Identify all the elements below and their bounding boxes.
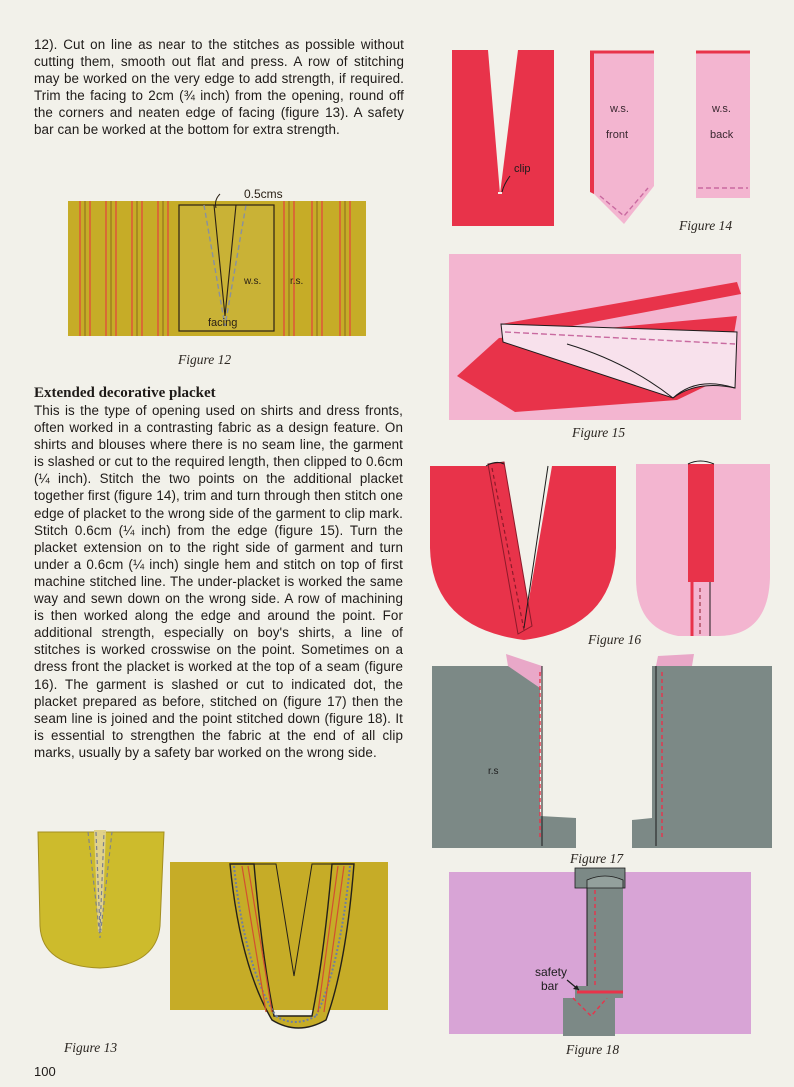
intro-paragraph xyxy=(34,36,404,139)
fig12-rs-label: r.s. xyxy=(290,276,304,287)
figure-14-illustration xyxy=(448,46,758,230)
figure-16-caption: Figure 16 xyxy=(588,632,642,647)
figure-18-caption: Figure 18 xyxy=(566,1042,620,1057)
page-number: 100 xyxy=(34,1064,56,1079)
figure-16-illustration xyxy=(428,458,774,644)
fig17-rs-label: r.s xyxy=(488,766,499,777)
figure-17-illustration xyxy=(430,650,776,852)
fig14-ws-back-label: w.s. xyxy=(712,103,731,115)
intro-paragraph-text: 12). Cut on line as near to the stitches as possible without cutting them, smooth out flat and press. A row of stitching may be worked on the very edge to add strength, if required. Trim the facing to 2cm (¾ inch) from the opening, round off the corners and neaten edge of facing (figure 13). A safety bar can be worked at the bottom for extra strength. xyxy=(34,37,404,138)
section-body xyxy=(34,402,403,761)
figure-13-caption: Figure 13 xyxy=(64,1040,118,1055)
figure-12-caption: Figure 12 xyxy=(178,352,232,367)
fig12-facing-label: facing xyxy=(208,317,238,329)
section-heading: Extended decorative placket xyxy=(34,385,216,401)
figure-12-illustration xyxy=(68,186,368,338)
fig12-measure-label: 0.5cms xyxy=(244,187,283,201)
fig18-safety-label: safety xyxy=(535,965,568,979)
fig14-front-label: front xyxy=(606,129,629,141)
figure-17-caption: Figure 17 xyxy=(570,851,624,866)
fig12-ws-label: w.s. xyxy=(244,276,262,287)
fig14-back-label: back xyxy=(710,129,734,141)
figure-14-caption: Figure 14 xyxy=(679,218,733,233)
fig18-bar-label: bar xyxy=(541,979,559,993)
fig14-ws-front-label: w.s. xyxy=(610,103,629,115)
figure-13-illustration xyxy=(36,826,392,1036)
figure-15-caption: Figure 15 xyxy=(572,425,626,440)
figure-15-illustration xyxy=(447,252,747,422)
section-body-text: This is the type of opening used on shirts and dress fronts, often worked in a contrasting fabric as a design feature. On shirts and blouses where there is no seam line, the garment is slashed or cut to the required length, then clipped to 0.6cm (¼ inch). Stitch the two points on the additional placket together first (figure 14), trim and turn through then stitch one edge of placket to the wrong side of the garment to clip mark. Stitch 0.6cm (¼ inch) from the edge (figure 15). Turn the placket extension on to the right side of garment and turn under a 0.6cm (¼ inch) single hem and stitch on top of first machine stitched line. The under-placket is worked the same way and sewn down on the wrong side. A row of machining is then worked along the edge and around the point. For additional strength, especially on boy's shirts, a line of stitches is worked crosswise on the point. Sometimes on a dress front the placket is worked at the top of a seam (figure 16). The garment is slashed or cut to indicated dot, the placket prepared as before, stitched on (figure 17) then the seam line is joined and the point stitched down (figure 18). It is essential to strengthen the fabric at the end of all clip marks, usually by a safety bar worked on the wrong side. xyxy=(34,403,403,760)
figure-18-illustration xyxy=(447,866,755,1038)
fig14-clip-label: clip xyxy=(514,163,531,175)
fig12-facing xyxy=(179,205,274,331)
